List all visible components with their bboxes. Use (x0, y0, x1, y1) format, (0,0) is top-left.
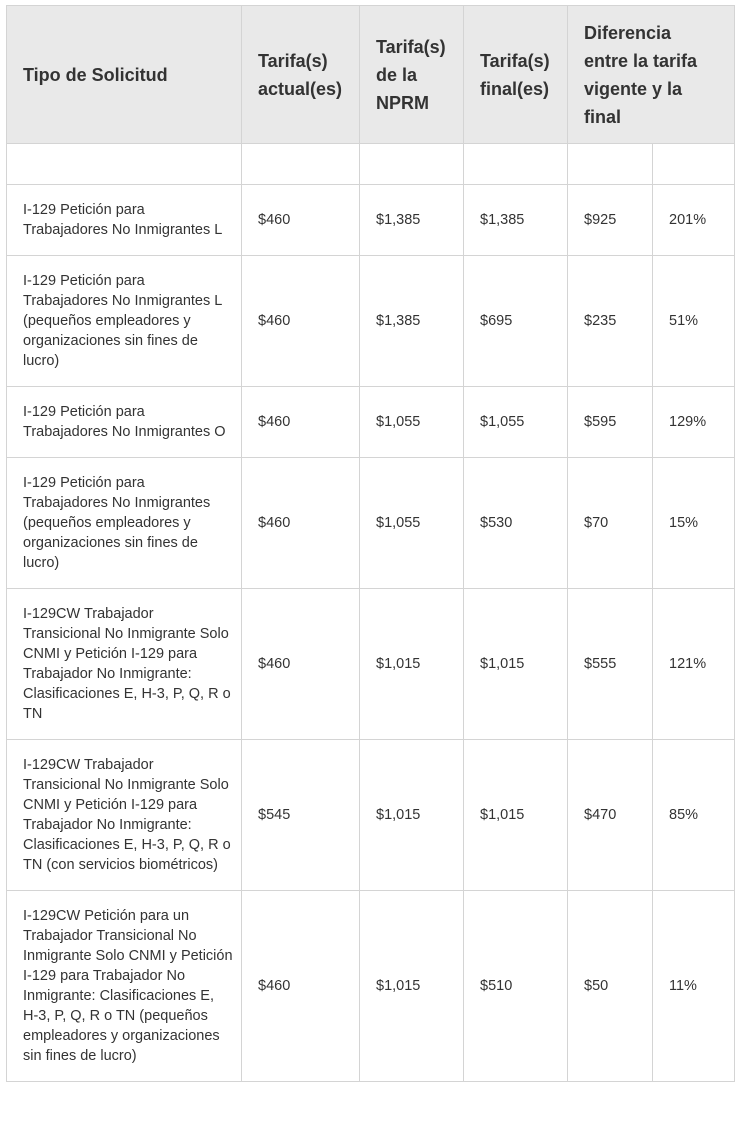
cell-tarifa-final: $1,015 (464, 589, 568, 740)
spacer-cell (464, 144, 568, 185)
header-tarifa-final: Tarifa(s) final(es) (464, 6, 568, 144)
cell-diferencia-porcentaje: 11% (653, 891, 735, 1082)
cell-tarifa-nprm: $1,055 (360, 387, 464, 458)
cell-tarifa-nprm: $1,055 (360, 458, 464, 589)
cell-tarifa-nprm: $1,015 (360, 740, 464, 891)
cell-diferencia-porcentaje: 85% (653, 740, 735, 891)
table-row (7, 891, 735, 1082)
cell-tarifa-actual: $460 (242, 589, 360, 740)
fee-comparison-table (6, 5, 735, 1082)
cell-tarifa-nprm: $1,385 (360, 185, 464, 256)
cell-tarifa-final: $530 (464, 458, 568, 589)
cell-tarifa-final: $695 (464, 256, 568, 387)
table-row (7, 387, 735, 458)
header-tarifa-nprm: Tarifa(s) de la NPRM (360, 6, 464, 144)
cell-diferencia-monto: $70 (568, 458, 653, 589)
spacer-cell (653, 144, 735, 185)
cell-tarifa-final: $1,385 (464, 185, 568, 256)
cell-tarifa-actual: $460 (242, 891, 360, 1082)
spacer-cell (7, 144, 242, 185)
cell-diferencia-porcentaje: 129% (653, 387, 735, 458)
cell-tarifa-final: $1,015 (464, 740, 568, 891)
cell-diferencia-porcentaje: 201% (653, 185, 735, 256)
cell-tarifa-actual: $460 (242, 387, 360, 458)
table-row (7, 589, 735, 740)
cell-tarifa-nprm: $1,015 (360, 891, 464, 1082)
cell-tarifa-actual: $460 (242, 256, 360, 387)
cell-tipo: I-129CW Trabajador Transicional No Inmigrante Solo CNMI y Petición I-129 para Trabajador No Inmigrante: Clasificaciones E, H-3, P, Q, R o TN (con servicios biométricos) (7, 740, 242, 891)
table-row (7, 256, 735, 387)
cell-diferencia-monto: $555 (568, 589, 653, 740)
cell-tarifa-final: $1,055 (464, 387, 568, 458)
spacer-cell (360, 144, 464, 185)
cell-tipo: I-129CW Trabajador Transicional No Inmigrante Solo CNMI y Petición I-129 para Trabajador No Inmigrante: Clasificaciones E, H-3, P, Q, R o TN (7, 589, 242, 740)
cell-tarifa-actual: $460 (242, 458, 360, 589)
spacer-cell (568, 144, 653, 185)
cell-tarifa-actual: $545 (242, 740, 360, 891)
cell-tipo: I-129 Petición para Trabajadores No Inmigrantes L (pequeños empleadores y organizaciones sin fines de lucro) (7, 256, 242, 387)
cell-diferencia-porcentaje: 15% (653, 458, 735, 589)
header-tipo-de-solicitud: Tipo de Solicitud (7, 6, 242, 144)
cell-tipo: I-129CW Petición para un Trabajador Transicional No Inmigrante Solo CNMI y Petición I-129 para Trabajador No Inmigrante: Clasificaciones E, H-3, P, Q, R o TN (pequeños empleadores y organizaciones sin fines de lucro) (7, 891, 242, 1082)
table-header-row (7, 6, 735, 144)
cell-tarifa-nprm: $1,385 (360, 256, 464, 387)
cell-tarifa-nprm: $1,015 (360, 589, 464, 740)
cell-tipo: I-129 Petición para Trabajadores No Inmigrantes (pequeños empleadores y organizaciones sin fines de lucro) (7, 458, 242, 589)
cell-tipo: I-129 Petición para Trabajadores No Inmigrantes L (7, 185, 242, 256)
cell-diferencia-porcentaje: 51% (653, 256, 735, 387)
cell-diferencia-monto: $925 (568, 185, 653, 256)
header-diferencia: Diferencia entre la tarifa vigente y la final (568, 6, 735, 144)
spacer-row (7, 144, 735, 185)
cell-diferencia-monto: $50 (568, 891, 653, 1082)
cell-diferencia-monto: $235 (568, 256, 653, 387)
table-row (7, 185, 735, 256)
cell-diferencia-monto: $595 (568, 387, 653, 458)
cell-diferencia-monto: $470 (568, 740, 653, 891)
spacer-cell (242, 144, 360, 185)
cell-tarifa-final: $510 (464, 891, 568, 1082)
table-row (7, 740, 735, 891)
table-row (7, 458, 735, 589)
cell-diferencia-porcentaje: 121% (653, 589, 735, 740)
cell-tipo: I-129 Petición para Trabajadores No Inmigrantes O (7, 387, 242, 458)
cell-tarifa-actual: $460 (242, 185, 360, 256)
header-tarifa-actual: Tarifa(s) actual(es) (242, 6, 360, 144)
